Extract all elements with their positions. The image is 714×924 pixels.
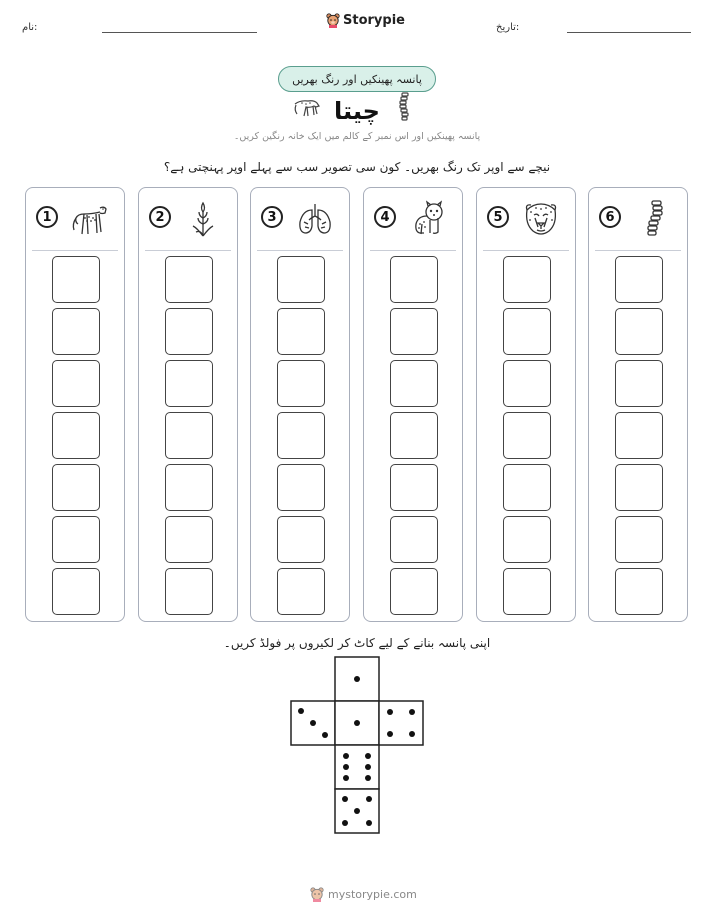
column-divider <box>32 250 118 251</box>
activity-pill: پانسہ پھینکیں اور رنگ بھریں <box>278 66 436 92</box>
die-face-right <box>379 701 423 745</box>
color-box[interactable] <box>615 568 663 615</box>
bear-icon <box>326 13 340 28</box>
column-number: 2 <box>149 206 171 228</box>
column-number: 1 <box>36 206 58 228</box>
column-number: 3 <box>261 206 283 228</box>
color-box[interactable] <box>390 412 438 459</box>
color-box[interactable] <box>390 360 438 407</box>
column-3 <box>250 187 350 622</box>
column-6 <box>588 187 688 622</box>
color-box[interactable] <box>277 412 325 459</box>
color-box[interactable] <box>277 256 325 303</box>
die-face-lower <box>335 745 379 789</box>
name-line[interactable] <box>102 32 257 33</box>
color-box[interactable] <box>52 308 100 355</box>
color-box[interactable] <box>277 516 325 563</box>
date-line[interactable] <box>567 32 691 33</box>
color-box[interactable] <box>277 464 325 511</box>
color-box[interactable] <box>277 360 325 407</box>
color-box[interactable] <box>503 464 551 511</box>
color-box[interactable] <box>503 308 551 355</box>
column-number: 5 <box>487 206 509 228</box>
column-divider <box>370 250 456 251</box>
cheetah-cub-icon <box>408 200 448 238</box>
color-box[interactable] <box>165 256 213 303</box>
die-instruction: اپنی پانسہ بنانے کے لیے کاٹ کر لکیروں پر فولڈ کریں۔ <box>223 636 491 650</box>
column-divider <box>257 250 343 251</box>
column-header <box>26 188 124 250</box>
column-header <box>139 188 237 250</box>
column-number: 4 <box>374 206 396 228</box>
column-number: 6 <box>599 206 621 228</box>
color-box[interactable] <box>503 256 551 303</box>
color-box[interactable] <box>165 568 213 615</box>
column-divider <box>145 250 231 251</box>
column-divider <box>483 250 569 251</box>
column-1 <box>25 187 125 622</box>
brand-logo <box>326 13 405 28</box>
color-box[interactable] <box>615 516 663 563</box>
color-box[interactable] <box>52 256 100 303</box>
column-2 <box>138 187 238 622</box>
color-box[interactable] <box>390 568 438 615</box>
color-box[interactable] <box>277 308 325 355</box>
column-5 <box>476 187 576 622</box>
color-box[interactable] <box>52 464 100 511</box>
color-box[interactable] <box>52 516 100 563</box>
color-box[interactable] <box>52 360 100 407</box>
color-box[interactable] <box>615 464 663 511</box>
color-box[interactable] <box>390 464 438 511</box>
color-box[interactable] <box>503 412 551 459</box>
brand-name: Storypie <box>343 13 405 28</box>
color-box[interactable] <box>277 568 325 615</box>
cheetah-face-icon <box>521 200 561 238</box>
column-divider <box>595 250 681 251</box>
small-spine-icon <box>396 92 412 122</box>
color-box[interactable] <box>165 516 213 563</box>
color-box[interactable] <box>390 256 438 303</box>
color-box[interactable] <box>615 308 663 355</box>
die-net <box>290 656 426 836</box>
grass-icon <box>183 200 223 238</box>
page-title: چیتا <box>334 97 380 125</box>
color-box[interactable] <box>52 568 100 615</box>
date-label: تاریخ: <box>496 22 520 33</box>
column-header <box>251 188 349 250</box>
color-box[interactable] <box>165 308 213 355</box>
cheetah-icon <box>70 200 110 238</box>
color-box[interactable] <box>165 464 213 511</box>
color-box[interactable] <box>503 568 551 615</box>
color-box[interactable] <box>52 412 100 459</box>
spine-icon <box>633 200 673 238</box>
column-4 <box>363 187 463 622</box>
color-box[interactable] <box>390 516 438 563</box>
footer-url[interactable]: mystorypie.com <box>328 888 417 901</box>
color-box[interactable] <box>615 256 663 303</box>
color-box[interactable] <box>165 360 213 407</box>
color-box[interactable] <box>390 308 438 355</box>
column-header <box>364 188 462 250</box>
bear-icon <box>310 887 324 902</box>
color-box[interactable] <box>165 412 213 459</box>
lungs-icon <box>295 200 335 238</box>
name-label: نام: <box>22 22 38 33</box>
footer <box>310 887 417 902</box>
color-box[interactable] <box>615 360 663 407</box>
color-box[interactable] <box>503 516 551 563</box>
color-box[interactable] <box>615 412 663 459</box>
column-header <box>589 188 687 250</box>
column-header <box>477 188 575 250</box>
color-box[interactable] <box>503 360 551 407</box>
subtitle: پانسہ پھینکیں اور اس نمبر کے کالم میں ایک خانہ رنگین کریں۔ <box>233 131 481 142</box>
question: نیچے سے اوپر تک رنگ بھریں۔ کون سی تصویر سب سے پہلے اوپر پہنچتی ہے؟ <box>163 160 551 174</box>
